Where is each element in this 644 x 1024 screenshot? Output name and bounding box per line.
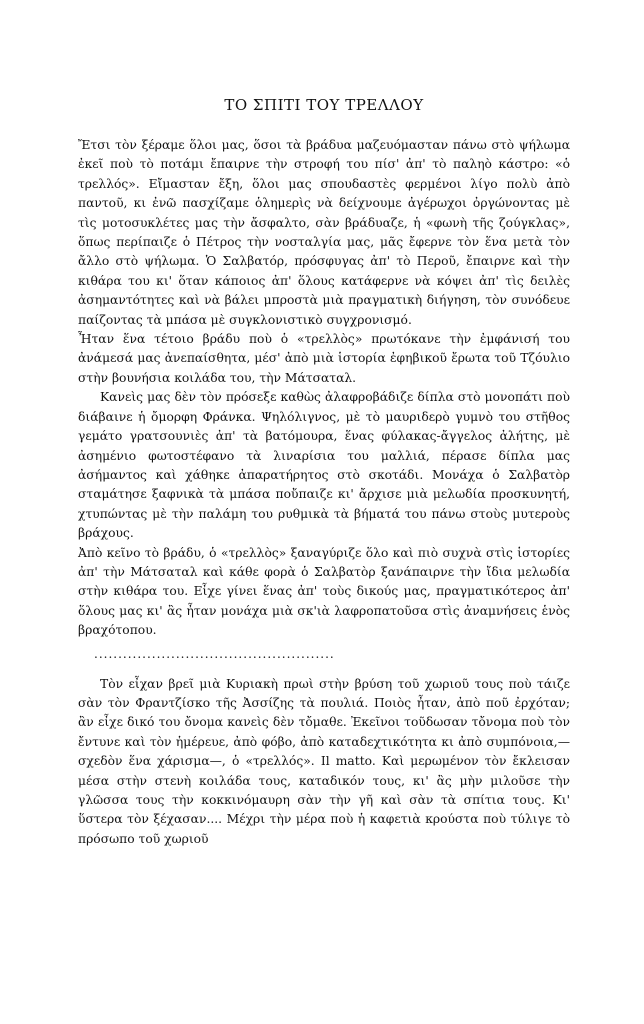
section-separator: ..................................................: [94, 646, 335, 661]
paragraph-1: Ἔτσι τὸν ξέραμε ὅλοι μας, ὅσοι τὰ βράδυα μαζευόμασταν πάνω στὸ ψήλωμα ἐκεῖ ποὺ τὸ ποτάμι ἔπαιρνε τὴν στροφή του πίσ' ἀπ' τὸ παληὸ κάστρο: «ὁ τρελλός». Εἴμασταν ἔξη, ὅλοι μας σπουδαστὲς φερμένοι λίγο πολὺ ἀπὸ παντοῦ, κι ἐνῶ πασχίζαμε ὁλημερὶς νὰ δείχνουμε ἀγέρωχοι ὀργώνοντας μὲ τὶς μοτοσυκλέτες μας τὴν ἄσφαλτο, σὰν βράδυαζε, ἡ «φωνὴ τῆς ζούγκλας», ὅπως περίπαιζε ὁ Πέτρος τὴν νοσταλγία μας, μᾶς ἔφερνε τὸν ἕνα μετὰ τὸν ἄλλο στὸ ψήλωμα. Ὁ Σαλβατόρ, πρόσφυγας ἀπ' τὸ Περοῦ, ἔπαιρνε καὶ τὴν κιθάρα του κι' ὅταν κάποιος ἀπ' ὅλους κατάφερνε νὰ κόψει ἀπ' τὶς δειλὲς ἀσημαντότητες καὶ νὰ βάλει μπροστὰ μιὰ πραγματικὴ διήγηση, τὸν συνόδευε παίζοντας τὰ μπάσα μὲ συγκλονιστικὸ συγχρονισμό.: [78, 138, 570, 327]
paragraph-5: Τὸν εἶχαν βρεῖ μιὰ Κυριακὴ πρωὶ στὴν βρύση τοῦ χωριοῦ τους ποὺ τάιζε σὰν τὸν Φραντζίσκο τῆς Ἀσσίζης τὰ πουλιά. Ποιὸς ἦταν, ἀπὸ ποῦ ἐρχόταν; ἂν εἶχε δικό του ὄνομα κανεὶς δὲν τὄμαθε. Ἐκεῖνοι τοῦδωσαν τὄνομα ποὺ τὸν ἔντυνε καὶ τὸν ἡμέρευε, ἀπὸ φόβο, ἀπὸ καταδεχτικότητα κι ἀπὸ συμπόνοια,—σχεδὸν ἕνα χάρισμα—, ὁ «τρελλός». Il matto. Καὶ μερωμένον τὸν ἔκλεισαν μέσα στὴν στενὴ κοιλάδα τους, καταδικόν τους, κι' ἂς μὴν μιλοῦσε τὴν γλῶσσα τους τὴν κοκκινόμαυρη σὰν τὴν γῆ καὶ σὰν τὰ σπίτια τους. Κι' ὕστερα τὸν ξέχασαν.... Μέχρι τὴν μέρα ποὺ ἡ καφετιὰ κρούστα ποὺ τύλιγε τὸ πρόσωπο τοῦ χωριοῦ: [78, 676, 570, 846]
book-page: [78, 96, 570, 849]
paragraph-4: Ἀπὸ κεῖνο τὸ βράδυ, ὁ «τρελλὸς» ξαναγύριζε ὅλο καὶ πιὸ συχνὰ στὶς ἱστορίες ἀπ' τὴν Μάτσαταλ καὶ κάθε φορὰ ὁ Σαλβατὸρ ξανάπαιρνε τὴν ἴδια μελωδία στὴν κιθάρα του. Εἶχε γίνει ἕνας ἀπ' τοὺς δικούς μας, πραγματικότερος ἀπ' ὅλους μας κι' ἂς ἦταν μονάχα μιὰ σκ'ιὰ λαφροπατοῦσα στὶς ἀναμνήσεις ἑνὸς βραχότοπου.: [78, 545, 570, 638]
paragraph-2: Ἦταν ἕνα τέτοιο βράδυ ποὺ ὁ «τρελλὸς» πρωτόκανε τὴν ἐμφάνισή του ἀνάμεσά μας ἀνεπαίσθητα, μέσ' ἀπὸ μιὰ ἱστορία ἐφηβικοῦ ἔρωτα τοῦ Τζόυλιο στὴν βουνήσια κοιλάδα του, τὴν Μάτσαταλ.: [78, 332, 570, 385]
paragraph-3: Κανεὶς μας δὲν τὸν πρόσεξε καθὼς ἀλαφροβάδιζε δίπλα στὸ μονοπάτι ποὺ διάβαινε ἡ ὄμορφη Φράνκα. Ψηλόλιγνος, μὲ τὸ μαυριδερὸ γυμνὸ του στῆθος γεμάτο γρατσουνιὲς ἀπ' τὰ βατόμουρα, ἕνας φύλακας-ἄγγελος ἀλήτης, μὲ ἀσημένιο φωτοστέφανο τὰ λιναρίσια του μαλλιά, πέρασε δίπλα μας ἀσήμαντος καὶ χάθηκε ἀπαρατήρητος στὸ σκοτάδι. Μονάχα ὁ Σαλβατὸρ σταμάτησε ξαφνικὰ τὰ μπάσα ποὔπαιζε κι' ἄρχισε μιὰ μελωδία προσκυνητή, χτυπώντας μὲ τὴν παλάμη του ρυθμικὰ τὰ βήματά του πάνω στοὺς μυτεροὺς βράχους.: [78, 390, 570, 541]
page-title: ΤΟ ΣΠΙΤΙ ΤΟΥ ΤΡΕΛΛΟΥ: [224, 96, 424, 114]
